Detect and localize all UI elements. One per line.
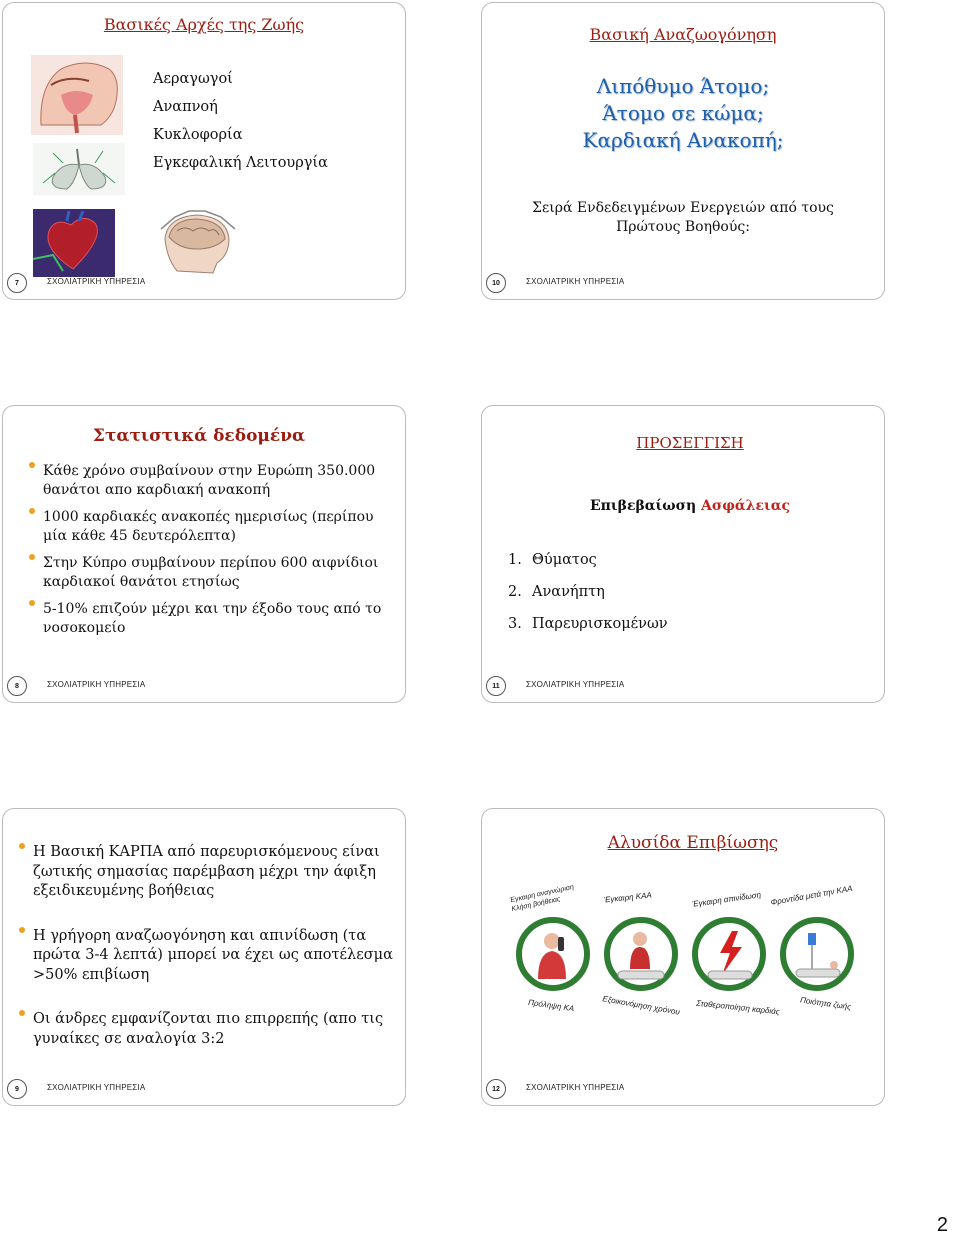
slide-number: 11 bbox=[486, 676, 506, 696]
list-item: 5-10% επιζούν μέχρι και την έξοδο τους από το νοσοκομείο bbox=[29, 600, 389, 638]
defibrillation-icon bbox=[706, 929, 754, 981]
question: Άτομο σε κώμα; bbox=[602, 101, 764, 125]
footer-organization: ΣΧΟΛΙΑΤΡΙΚΗ ΥΠΗΡΕΣΙΑ bbox=[47, 680, 146, 689]
brain-image bbox=[155, 209, 239, 275]
list-item: 3. Παρευρισκομένων bbox=[508, 616, 668, 632]
footer-organization: ΣΧΟΛΙΑΤΡΙΚΗ ΥΠΗΡΕΣΙΑ bbox=[47, 277, 146, 286]
list-item: 2. Ανανήπτη bbox=[508, 584, 605, 600]
slide-10 bbox=[481, 2, 885, 300]
question: Λιπόθυμο Άτομο; bbox=[596, 74, 770, 98]
slide-footer bbox=[482, 676, 884, 696]
slide-number: 7 bbox=[7, 273, 27, 293]
slide-number: 10 bbox=[486, 273, 506, 293]
post-care-icon bbox=[794, 929, 842, 981]
chain-of-survival-graphic bbox=[508, 883, 864, 1029]
statistics-list bbox=[29, 462, 389, 638]
slide-11 bbox=[481, 405, 885, 703]
cpr-icon bbox=[616, 929, 666, 981]
slide-subtitle: Σειρά Ενδεδειγμένων Ενεργειών από τους Πρώτους Βοηθούς: bbox=[532, 200, 834, 235]
chain-top-label: Έγκαιρη ΚΑΑ bbox=[603, 890, 653, 905]
slide-title: Στατιστικά δεδομένα bbox=[92, 426, 306, 446]
list-item: Κυκλοφορία bbox=[153, 127, 243, 143]
approach-steps bbox=[508, 544, 668, 640]
slide-8 bbox=[2, 405, 406, 703]
list-item: 1. Θύματος bbox=[508, 552, 597, 568]
list-item: Η Βασική ΚΑΡΠΑ από παρευρισκόμενους είναι ζωτικής σημασίας παρέμβαση μέχρι την άφιξη εξειδικευμένης βοήθειας bbox=[19, 843, 393, 902]
page-number: 2 bbox=[936, 1214, 948, 1236]
chain-bottom-label: Ποιότητα ζωής bbox=[799, 995, 852, 1012]
list-item: 1000 καρδιακές ανακοπές ημερισίως (περίπου μία κάθε 45 δευτερόλεπτα) bbox=[29, 508, 389, 546]
slide-title: Βασικές Αρχές της Ζωής bbox=[103, 15, 305, 34]
list-item: Αεραγωγοί bbox=[153, 71, 233, 87]
slide-title: Αλυσίδα Επιβίωσης bbox=[607, 833, 779, 853]
confirm-safety-heading bbox=[496, 498, 884, 514]
list-item: Η γρήγορη αναζωογόνηση και απινίδωση (τα πρώτα 3-4 λεπτά) μπορεί να έχει ως αποτέλεσμα >50% επιβίωση bbox=[19, 927, 393, 986]
cpr-facts-list bbox=[19, 843, 393, 1049]
chain-top-label: Έγκαιρη απινίδωση bbox=[691, 890, 762, 909]
phone-call-icon bbox=[530, 929, 576, 981]
slide-footer bbox=[482, 273, 884, 293]
slide-footer bbox=[3, 273, 405, 293]
slide-9 bbox=[2, 808, 406, 1106]
list-item: Αναπνοή bbox=[153, 99, 218, 115]
chain-bottom-label: Σταθεροποίηση καρδιάς bbox=[695, 998, 781, 1017]
slide-title: ΠΡΟΣΕΓΓΙΣΗ bbox=[636, 434, 744, 452]
life-principles-list bbox=[153, 65, 328, 177]
question: Καρδιακή Ανακοπή; bbox=[582, 128, 784, 152]
lungs-anatomy-image bbox=[33, 143, 125, 195]
confirm-label: Επιβεβαίωση bbox=[589, 498, 697, 514]
slide-footer bbox=[482, 1079, 884, 1099]
chain-bottom-label: Εξοικονόμηση χρόνου bbox=[601, 994, 681, 1017]
slide-12 bbox=[481, 808, 885, 1106]
airway-anatomy-image bbox=[31, 55, 123, 135]
footer-organization: ΣΧΟΛΙΑΤΡΙΚΗ ΥΠΗΡΕΣΙΑ bbox=[526, 1083, 625, 1092]
slide-number: 9 bbox=[7, 1079, 27, 1099]
slide-title: Βασική Αναζωογόνηση bbox=[589, 25, 777, 44]
chain-bottom-label: Πρόληψη ΚΑ bbox=[527, 997, 575, 1014]
list-item: Κάθε χρόνο συμβαίνουν στην Ευρώπη 350.000 θανάτοι απο καρδιακή ανακοπή bbox=[29, 462, 389, 500]
heart-image bbox=[33, 209, 115, 277]
list-item: Στην Κύπρο συμβαίνουν περίπου 600 αιφνίδιοι καρδιακοί θανάτοι ετησίως bbox=[29, 554, 389, 592]
confirm-highlight: Ασφάλειας bbox=[701, 498, 791, 514]
list-item: Οι άνδρες εμφανίζονται πιο επιρρεπής (απο τις γυναίκες σε αναλογία 3:2 bbox=[19, 1010, 393, 1049]
slide-footer bbox=[3, 676, 405, 696]
chain-top-label: Έγκαιρη αναγνώριση Κλήση βοήθειας bbox=[509, 883, 575, 914]
footer-organization: ΣΧΟΛΙΑΤΡΙΚΗ ΥΠΗΡΕΣΙΑ bbox=[526, 680, 625, 689]
slide-footer bbox=[3, 1079, 405, 1099]
footer-organization: ΣΧΟΛΙΑΤΡΙΚΗ ΥΠΗΡΕΣΙΑ bbox=[47, 1083, 146, 1092]
list-item: Εγκεφαλική Λειτουργία bbox=[153, 155, 328, 171]
question-list bbox=[482, 73, 884, 154]
slide-number: 8 bbox=[7, 676, 27, 696]
footer-organization: ΣΧΟΛΙΑΤΡΙΚΗ ΥΠΗΡΕΣΙΑ bbox=[526, 277, 625, 286]
slide-number: 12 bbox=[486, 1079, 506, 1099]
slide-7 bbox=[2, 2, 406, 300]
chain-top-label: Φροντίδα μετά την ΚΑΑ bbox=[769, 883, 854, 908]
